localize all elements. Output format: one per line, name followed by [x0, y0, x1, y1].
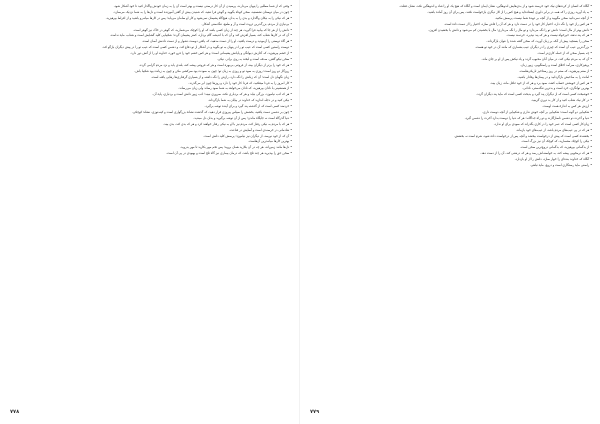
paragraph: • خردمند کسی است که از گذشته پند گیرد و برای آینده توشه برگیرد.	[204, 104, 292, 109]
paragraph: • از خشم بپرهیزید، که آغازش دیوانگی و پایانش پشیمانی است؛ و هر کس خشم خود را فرو خورد، خداوند او را از آتش دور دارد.	[130, 51, 292, 56]
paragraph: • چون در میان دوستان نشستید، سخن کوتاه بگویید و گوش فرا دهید، که شنیدن بیش از گفتن آموزنده است و دل‌ها را به شما نزدیک می‌سازد.	[113, 9, 292, 14]
paragraph: • سخن حق را بپذیرید هر چند تلخ باشد، که درمان بیماری نیز گاه تلخ است و بهبودی در پی آن است.	[166, 151, 292, 156]
paragraph: • آن که در کارها شتاب کند، بسیار لغزش کند و آن که با اندیشه گام بردارد، کمتر پشیمان گردد؛ شکیبایی کلید گشایش است و شتاب، مایهٔ ندامت.	[109, 33, 292, 38]
paragraph: • بخشنده کسی است که پیش از درخواست ببخشد و آنچه پس از درخواست داده شود، شرم است نه بخشش.	[453, 133, 592, 138]
paragraph: • دوست راستین کسی است که عیب تو را در پنهان به تو بگوید و در آشکار از تو دفاع کند، و دشمن کسی است که عیب تو را در پیش دیگران بازگو کند.	[102, 45, 292, 50]
paragraph: • روزگار دو روز است: روزی به سود تو و روزی به زیان تو؛ چون به سودت بود سرکشی مکن و چون به زیانت بود شکیبا باش.	[134, 68, 292, 73]
paragraph: • راستی مایهٔ رستگاری است و دروغ، مایهٔ تباهی.	[529, 163, 592, 168]
paragraph: • بهترین توانگری، خرد است و بدترین تنگدستی، نادانی.	[522, 86, 592, 91]
paragraph: • دانش را از هر جا که بیابید فرا گیرید، هر چند از زبان کسی باشد که او را کوچک می‌شمارید، که گوهر در خاک نیز گوهر است.	[133, 27, 292, 32]
paragraph: • زیان‌کار کسی است که عمر خود را در کاری بگذراند که سودی برای او ندارد.	[493, 121, 592, 126]
paragraph: • آن که از خود نپرسد، از دیگران نیز نیاموزد؛ پرسش کلید دانش است.	[203, 133, 292, 138]
paragraph: • از ستم بپرهیزید، که ستم در روز رستاخیز تاریکی‌هاست.	[519, 68, 592, 73]
paragraph: • دانش بهتر از مال است؛ دانش تو را نگه می‌دارد و تو مال را نگه می‌داری؛ مال با بخشیدن کم می‌شود و دانش با بخشیدن افزون.	[428, 27, 592, 32]
paragraph: • کار امروز را به فردا میفکنید، که فردا کار خود را دارد و روزها چون ابر می‌گذرند.	[188, 80, 292, 85]
paragraph: • ارزش هر کس به اندازهٔ همت اوست.	[542, 104, 592, 109]
right-text-column	[310, 4, 592, 167]
paragraph: • هر که در پی عیب‌های مردم باشد، از عیب‌های خود بازماند.	[515, 127, 592, 132]
right-page	[300, 0, 600, 424]
paragraph: • وقتی که از شما مطلبی را پنهان می‌دارند، پرسیدن از آن کار درستی نیست و بهتر است آن را به زمان خودش واگذار کنید تا خود آشکار شود.	[113, 4, 292, 8]
paragraph: • هر که با مردم به نیکی رفتار کند، مردم نیز با او به نیکی رفتار خواهند کرد و هر که بدی کند، بدی بیند.	[163, 121, 292, 126]
paragraph: • شکیبایی دو گونه است: شکیبایی بر آنچه خوش نداری و شکیبایی از آنچه دوست داری.	[482, 110, 592, 115]
paragraph: • هر که نرمخویی پیشه کند، به خواسته‌اش رسد و هر که درشتی کند، آن را از دست دهد.	[480, 151, 592, 156]
paragraph: • امانت را به صاحبش بازگردانید و در پیمان‌ها وفادار باشید.	[517, 74, 592, 79]
paragraph: • بهترین کارها میانه‌ترین آن‌هاست.	[248, 139, 292, 144]
paragraph: • دل‌ها مانند زمین‌اند، هر چه در آن بکارید همان بروید؛ پس تخم مهر بکارید تا مهر بدروید.	[180, 145, 292, 150]
paragraph: • هر گاه دوستی را آزمودید و درست یافتید، او را از دست مدهید، که یافتن دوست دشوار و از دست دادنش آسان است.	[141, 39, 292, 44]
paragraph: • به یاد آورید روزی را که همه در برابر داوری ایستاده‌اید و هیچ کس را از کار دیگری بازخواست نکنند، پس برای آن روز آماده باشید.	[427, 9, 592, 14]
paragraph: • از بدگمانی بپرهیزید، که بدگمانی دروغ‌ترین سخن است.	[520, 145, 592, 150]
paragraph: • بزرگ‌ترین عیب آن است که چیزی را در دیگران عیب بشماری که مانند آن در خود تو هست.	[475, 45, 592, 50]
paragraph: • هر که ادب نیاموزد، بزرگی نیابد و هر که بردباری نکند، سروری نبیند؛ ادب زیور دانش است و بردباری، پایهٔ آن.	[152, 92, 292, 97]
paragraph: • از آنچه نمی‌دانید سخن مگویید و از آنچه بر عهدهٔ شما نیست، پرسش مکنید.	[494, 15, 592, 20]
paragraph: • چه بسیار سخن که از حمله کاری‌تر است.	[537, 51, 592, 56]
paragraph: • بی‌نیازی از مردم، بزرگ‌ترین ثروت است و آز و طمع، تنگدستی آشکار.	[201, 21, 292, 26]
paragraph: • نیکی را کوچک مشمارید، که کوچک آن نیز بزرگ است.	[521, 139, 592, 144]
paragraph: • هر که پند ندهد، خیرخواه نیست و هر که پند نپذیرد، خردمند نیست.	[506, 33, 592, 38]
paragraph: • آنگاه که خداوند بنده‌ای را خوار سازد، دانش را از او بازدارد.	[514, 157, 592, 162]
paragraph: • پرهیزکاری، سرآمد اخلاق است و راستگویی، زیور زبان.	[520, 62, 592, 67]
paragraph: • زبان نگهبان دل است؛ آن که زبانش را نگه دارد، رازش را نگه داشته و از بسیاری گرفتاری‌ها رهایی یافته است.	[151, 74, 292, 79]
paragraph: • هر که نیکی را به نیکان واگذارد و بدی را به بدان، هیچ‌گاه پشیمان نمی‌شود و کار او سامان می‌یابد؛ پس در کارها میانه‌رو باشید و از افراط بپرهیزید.	[105, 15, 292, 20]
paragraph: • دنیا و آخرت دو دشمن ناسازگارند و دو راه جداگانه؛ هر که دنیا را دوست بدارد آخرت را دشمن گیرد.	[464, 115, 592, 120]
left-page-number: ۷۷۸	[10, 409, 20, 415]
paragraph: • آن که به مردم نیکی کند، در میان آنان محبوب گردد و یاد نیکش پس از او بر جای ماند.	[481, 57, 592, 62]
paragraph: • خوشبخت کسی است که از دیگران پند گیرد و بدبخت کسی است که مایهٔ پند دیگران گردد.	[476, 92, 592, 97]
paragraph: • نیکی کنید و در دجله اندازید که خداوند در بیابان به شما بازگرداند.	[207, 98, 292, 103]
paragraph: • هر کس از خویشتن حساب کشد، سود برد و هر که از خود غافل ماند، زیان بیند.	[490, 80, 592, 85]
paragraph: • از همنشینی با نادان بپرهیزید، که نادان می‌خواهد به شما سود رساند ولی زیان می‌رساند.	[178, 86, 292, 91]
paragraph: • آنگاه که انسان از کرده‌های نیک خود خرسند شود و از بدی‌هایش اندوهگین، نشان ایمان است و آنگاه که هیچ یک او را شاد و اندوهگین نکند، نشان غفلت.	[399, 4, 592, 8]
right-page-number: ۷۷۹	[310, 409, 320, 415]
paragraph: • سخن نیکو گفتن، صدقه است و لبخند به روی برادر، نیکی.	[217, 57, 292, 62]
paragraph: • سخن را بسنجید پیش از آنکه بر زبان آورید، که سخن گفته شده را نتوان بازگرداند.	[486, 39, 592, 44]
paragraph: • چون بر دشمن دست یافتید، بخشش را سپاس پیروزی قرار دهید، که گذشت نشانهٔ بزرگواری است و کینه‌توزی، نشانهٔ کوچکی.	[132, 110, 292, 115]
paragraph: • شادمانی در خرسندی است و آسایش در قناعت.	[228, 127, 292, 132]
paragraph: • هر که خود را برتر از دیگران بیند، از فروتنی بی‌بهره است و هر که فروتنی پیشه کند، بلندی یابد و نزد مردم گرامی گردد.	[138, 62, 292, 67]
paragraph: • هر کس راز خود را نگه دارد، اختیار کار خود را در دست دارد و هر که آن را فاش سازد، اختیار را از دست داده است.	[443, 21, 592, 26]
left-text-column	[10, 4, 292, 156]
paragraph: • دنیا گذرگاه است نه جایگاه ماندن؛ پس از آن توشه برگیرید و بدان دل مبندید.	[193, 115, 292, 120]
paragraph: • در کار نیک شتاب کنید و از کار بد دوری گزینید.	[531, 98, 592, 103]
